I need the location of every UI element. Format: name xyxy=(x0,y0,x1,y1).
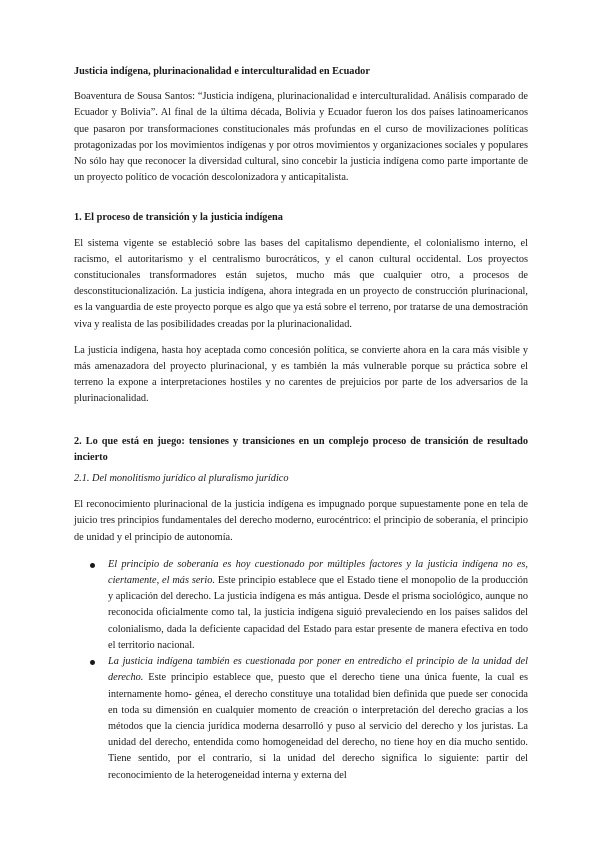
list-item xyxy=(74,557,528,654)
list-item-text xyxy=(108,557,528,654)
principles-list xyxy=(74,557,528,784)
list-item-lead: El principio de soberanía es hoy cuestionado por múltiples factores y la justicia indígena no es, ciertamente, el más serio. xyxy=(108,558,528,587)
section-1-paragraph-1: El sistema vigente se estableció sobre las bases del capitalismo dependiente, el colonialismo interno, el racismo, el autoritarismo y el centralismo burocráticos, y el canon cultural occidental. Los proyectos constitucionales transformadores están sujetos, mucho más que cualquier otro, a procesos de desconstitucionalización. La justicia indígena, ahora integrada en un proyecto de construcción plurinacional, es la vanguardia de este proyecto porque es algo que ya está sobre el terreno, por tratarse de una demostración viva y realista de las posibilidades creadas por la plurinacionalidad. xyxy=(74,237,528,330)
list-item-lead: La justicia indígena también es cuestionada por poner en entredicho el principio de la unidad del derecho. xyxy=(108,656,528,684)
section-2-heading: 2. Lo que está en juego: tensiones y transiciones en un complejo proceso de transición de resultado incierto xyxy=(74,435,528,463)
list-item-body: Este principio establece que, puesto que el derecho tiene una única fuente, la cual es internamente homo- génea, el derecho constituye una totalidad bien definida que puede ser conocida en toda su dimensión en cualquier momento de creación o interpretación del derecho gracias a los métodos que la ciencia jurídica moderna desarrolló y puso al servicio del derecho y los juristas. La unidad del derecho, entendida como homogeneidad del derecho, no tiene hoy en día mucho sentido. Tiene sentido, por el contrario, si la unidad del derecho significa lo siguiente: partir del reconocimiento de la heterogeneidad interna y externa del xyxy=(108,672,528,781)
section-2-paragraph: El reconocimiento plurinacional de la justicia indígena es impugnado porque supuestamente pone en tela de juicio tres principios fundamentales del derecho moderno, eurocéntrico: el principio de soberanía, el principio de unidad y el principio de autonomía. xyxy=(74,499,528,543)
document-page xyxy=(74,64,528,784)
bullet-icon xyxy=(90,660,95,665)
list-item-body: Este principio establece que el Estado tiene el monopolio de la producción y aplicación del derecho. La justicia indígena es más antigua. Desde el prisma sociológico, aunque no reconocida oficialmente como tal, la justicia indígena siguió prevaleciendo en los países salidos del colonialismo, dada la deficiente capacidad del Estado para estar presente de manera efectiva en todo el territorio nacional. xyxy=(108,575,528,651)
document-title: Justicia indígena, plurinacionalidad e interculturalidad en Ecuador xyxy=(74,66,370,77)
bullet-icon xyxy=(90,563,95,568)
intro-paragraph: Boaventura de Sousa Santos: “Justicia indígena, plurinacionalidad e interculturalidad. Análisis comparado de Ecuador y Bolivia”. Al final de la última década, Bolivia y Ecuador fueron los dos países latinoamericanos que pasaron por transformaciones constitucionales más profundas en el curso de movilizaciones políticas protagonizadas por los movimientos indígenas y por otros movimientos y organizaciones sociales y populares No sólo hay que reconocer la diversidad cultural, sino concebir la justicia indígena como parte importante de un proyecto político de vocación descolonizadora y anticapitalista. xyxy=(74,91,528,184)
list-item-text xyxy=(108,654,528,784)
section-2-1-subheading: 2.1. Del monolitismo jurídico al pluralismo jurídico xyxy=(74,473,289,485)
section-1-paragraph-2: La justicia indígena, hasta hoy aceptada como concesión política, se convierte ahora en la cara más visible y más amenazadora del proyecto plurinacional, y es también la más vulnerable porque su práctica sobre el terreno la expone a interpretaciones hostiles y no carentes de prejuicios por parte de los adversarios de la plurinacionalidad. xyxy=(74,344,528,405)
section-1-heading: 1. El proceso de transición y la justicia indígena xyxy=(74,212,283,224)
list-item xyxy=(74,654,528,784)
